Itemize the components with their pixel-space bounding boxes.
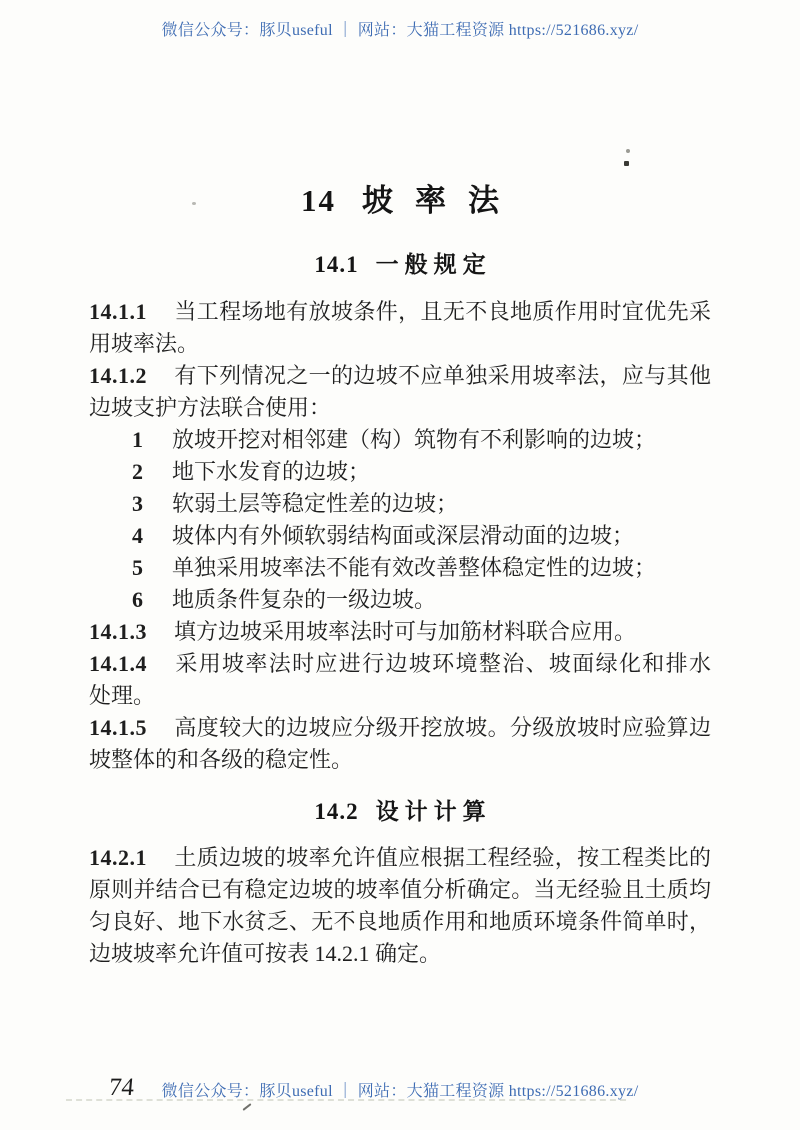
item-number: 4 (132, 523, 143, 548)
list-item-2 (89, 456, 711, 488)
clause-14.2.1-line-4: 边坡坡率允许值可按表 14.2.1 确定。 (89, 941, 442, 966)
clause-number: 14.2.1 (89, 845, 147, 870)
clause-number: 14.1.5 (89, 715, 147, 740)
clause-number: 14.1.1 (89, 299, 147, 324)
item-text: 地下水发育的边坡； (172, 459, 371, 484)
clause-14.1.2-line-2: 边坡支护方法联合使用： (89, 395, 332, 420)
clause-text: 土质边坡的坡率允许值应根据工程经验，按工程类比的 (174, 845, 711, 870)
item-text: 软弱土层等稳定性差的边坡； (172, 491, 459, 516)
item-number: 2 (132, 459, 143, 484)
item-number: 3 (132, 491, 143, 516)
item-number: 1 (132, 427, 143, 452)
item-text: 地质条件复杂的一级边坡。 (172, 587, 437, 612)
section-number: 14.2 (314, 799, 359, 824)
clause-number: 14.1.4 (89, 651, 147, 676)
clause-14.1.2 (89, 360, 711, 392)
clause-14.1.5-line-2: 坡整体的和各级的稳定性。 (89, 747, 354, 772)
chapter-number: 14 (301, 183, 336, 218)
section-number: 14.1 (314, 252, 359, 277)
page-number: 74 (107, 1074, 136, 1101)
section-title-text: 设计计算 (375, 799, 492, 824)
document-content (89, 0, 711, 970)
scan-artifact-line (66, 1099, 626, 1101)
clause-text: 有下列情况之一的边坡不应单独采用坡率法，应与其他 (174, 363, 711, 388)
item-number: 5 (132, 555, 143, 580)
list-item-1 (89, 424, 711, 456)
list-item-4 (89, 520, 711, 552)
item-text: 单独采用坡率法不能有效改善整体稳定性的边坡； (172, 555, 657, 580)
clause-14.1.4 (89, 648, 711, 680)
item-text: 坡体内有外倾软弱结构面或深层滑动面的边坡； (172, 523, 635, 548)
item-number: 6 (132, 587, 143, 612)
header-watermark: 微信公众号：豚贝useful ｜ 网站：大猫工程资源 https://521686.xyz/ (161, 22, 639, 39)
section-title-text: 一般规定 (375, 252, 492, 277)
clause-text: 高度较大的边坡应分级开挖放坡。分级放坡时应验算边 (174, 715, 711, 740)
scan-artifact-mark (242, 1103, 251, 1111)
clause-number: 14.1.3 (89, 619, 147, 644)
clause-14.1.1-line-2: 用坡率法。 (89, 331, 200, 356)
list-item-6 (89, 584, 711, 616)
item-text: 放坡开挖对相邻建（构）筑物有不利影响的边坡； (172, 427, 657, 452)
clause-text: 填方边坡采用坡率法时可与加筋材料联合应用。 (174, 619, 637, 644)
clause-text: 采用坡率法时应进行边坡环境整治、坡面绿化和排水 (174, 651, 711, 676)
section-body-14.1 (89, 296, 711, 776)
list-item-5 (89, 552, 711, 584)
clause-text: 当工程场地有放坡条件，且无不良地质作用时宜优先采 (174, 299, 711, 324)
section-heading-14.1 (89, 248, 711, 282)
clause-number: 14.1.2 (89, 363, 147, 388)
section-body-14.2 (89, 842, 711, 970)
clause-14.2.1 (89, 842, 711, 874)
clause-14.1.1 (89, 296, 711, 328)
section-heading-14.2 (89, 795, 711, 829)
list-item-3 (89, 488, 711, 520)
footer-watermark: 微信公众号：豚贝useful ｜ 网站：大猫工程资源 https://521686.xyz/ (161, 1083, 639, 1100)
chapter-title-text: 坡率法 (362, 183, 521, 218)
clause-14.1.4-line-2: 处理。 (89, 683, 156, 708)
chapter-title (89, 180, 711, 222)
clause-14.2.1-line-3: 匀良好、地下水贫乏、无不良地质作用和地质环境条件简单时， (89, 909, 711, 934)
clause-14.1.3 (89, 616, 711, 648)
clause-14.1.5 (89, 712, 711, 744)
document-body (89, 248, 711, 970)
clause-14.2.1-line-2: 原则并结合已有稳定边坡的坡率值分析确定。当无经验且土质均 (89, 877, 711, 902)
